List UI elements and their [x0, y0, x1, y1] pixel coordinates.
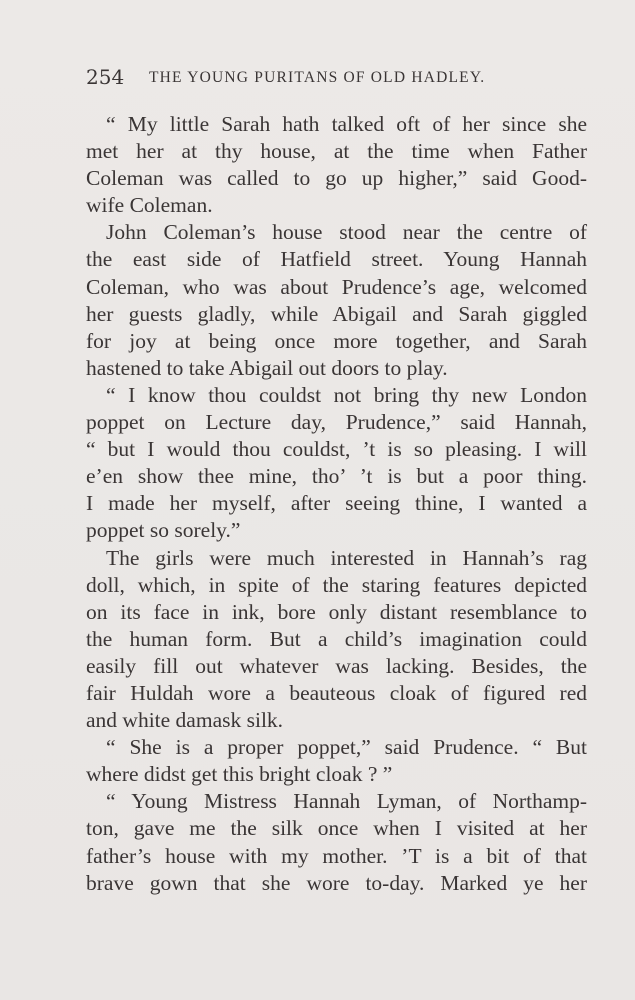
text-line: the human form. But a child’s imagination could — [86, 626, 587, 651]
text-line: easily fill out whatever was lacking. Besides, the — [86, 653, 587, 678]
text-line: for joy at being once more together, and Sarah — [86, 328, 587, 353]
text-line: poppet so sorely.” — [86, 518, 241, 543]
text-line: brave gown that she wore to-day. Marked ye her — [86, 870, 587, 895]
text-line: The girls were much interested in Hannah’s rag — [106, 545, 587, 570]
text-line: e’en show thee mine, tho’ ’t is but a poor thing. — [86, 464, 587, 489]
text-line: “ She is a proper poppet,” said Prudence. “ But — [106, 735, 587, 760]
text-line: “ My little Sarah hath talked oft of her since she — [106, 112, 587, 136]
text-line: the east side of Hatfield street. Young Hannah — [86, 247, 587, 272]
text-line: met her at thy house, at the time when Father — [86, 139, 587, 164]
text-line: fair Huldah wore a beauteous cloak of figured red — [86, 680, 587, 705]
text-line: her guests gladly, while Abigail and Sarah giggled — [86, 301, 587, 326]
text-line: ton, gave me the silk once when I visited at her — [86, 816, 587, 841]
text-line: and white damask silk. — [86, 708, 284, 733]
text-line: doll, which, in spite of the staring features depicted — [86, 572, 587, 597]
text-line: where didst get this bright cloak ? ” — [86, 762, 393, 787]
text-line: “ but I would thou couldst, ’t is so pleasing. I will — [86, 437, 587, 462]
text-line: “ I know thou couldst not bring thy new London — [106, 382, 587, 407]
text-line: Coleman was called to go up higher,” said Good- — [86, 166, 587, 191]
page-number: 254 — [86, 65, 125, 89]
body-text — [86, 111, 587, 897]
text-line: John Coleman’s house stood near the centre of — [106, 220, 587, 245]
text-line: father’s house with my mother. ’T is a bit of that — [86, 843, 587, 868]
page-header — [86, 64, 586, 90]
running-head: THE YOUNG PURITANS OF OLD HADLEY. — [149, 69, 486, 86]
text-line: “ Young Mistress Hannah Lyman, of Northamp- — [106, 789, 587, 814]
text-line: hastened to take Abigail out doors to play. — [86, 355, 448, 380]
text-line: on its face in ink, bore only distant resemblance to — [86, 599, 587, 624]
text-line: Coleman, who was about Prudence’s age, welcomed — [86, 274, 587, 299]
text-line: wife Coleman. — [86, 193, 213, 218]
text-line: poppet on Lecture day, Prudence,” said Hannah, — [86, 410, 587, 435]
text-line: I made her myself, after seeing thine, I wanted a — [86, 491, 587, 516]
